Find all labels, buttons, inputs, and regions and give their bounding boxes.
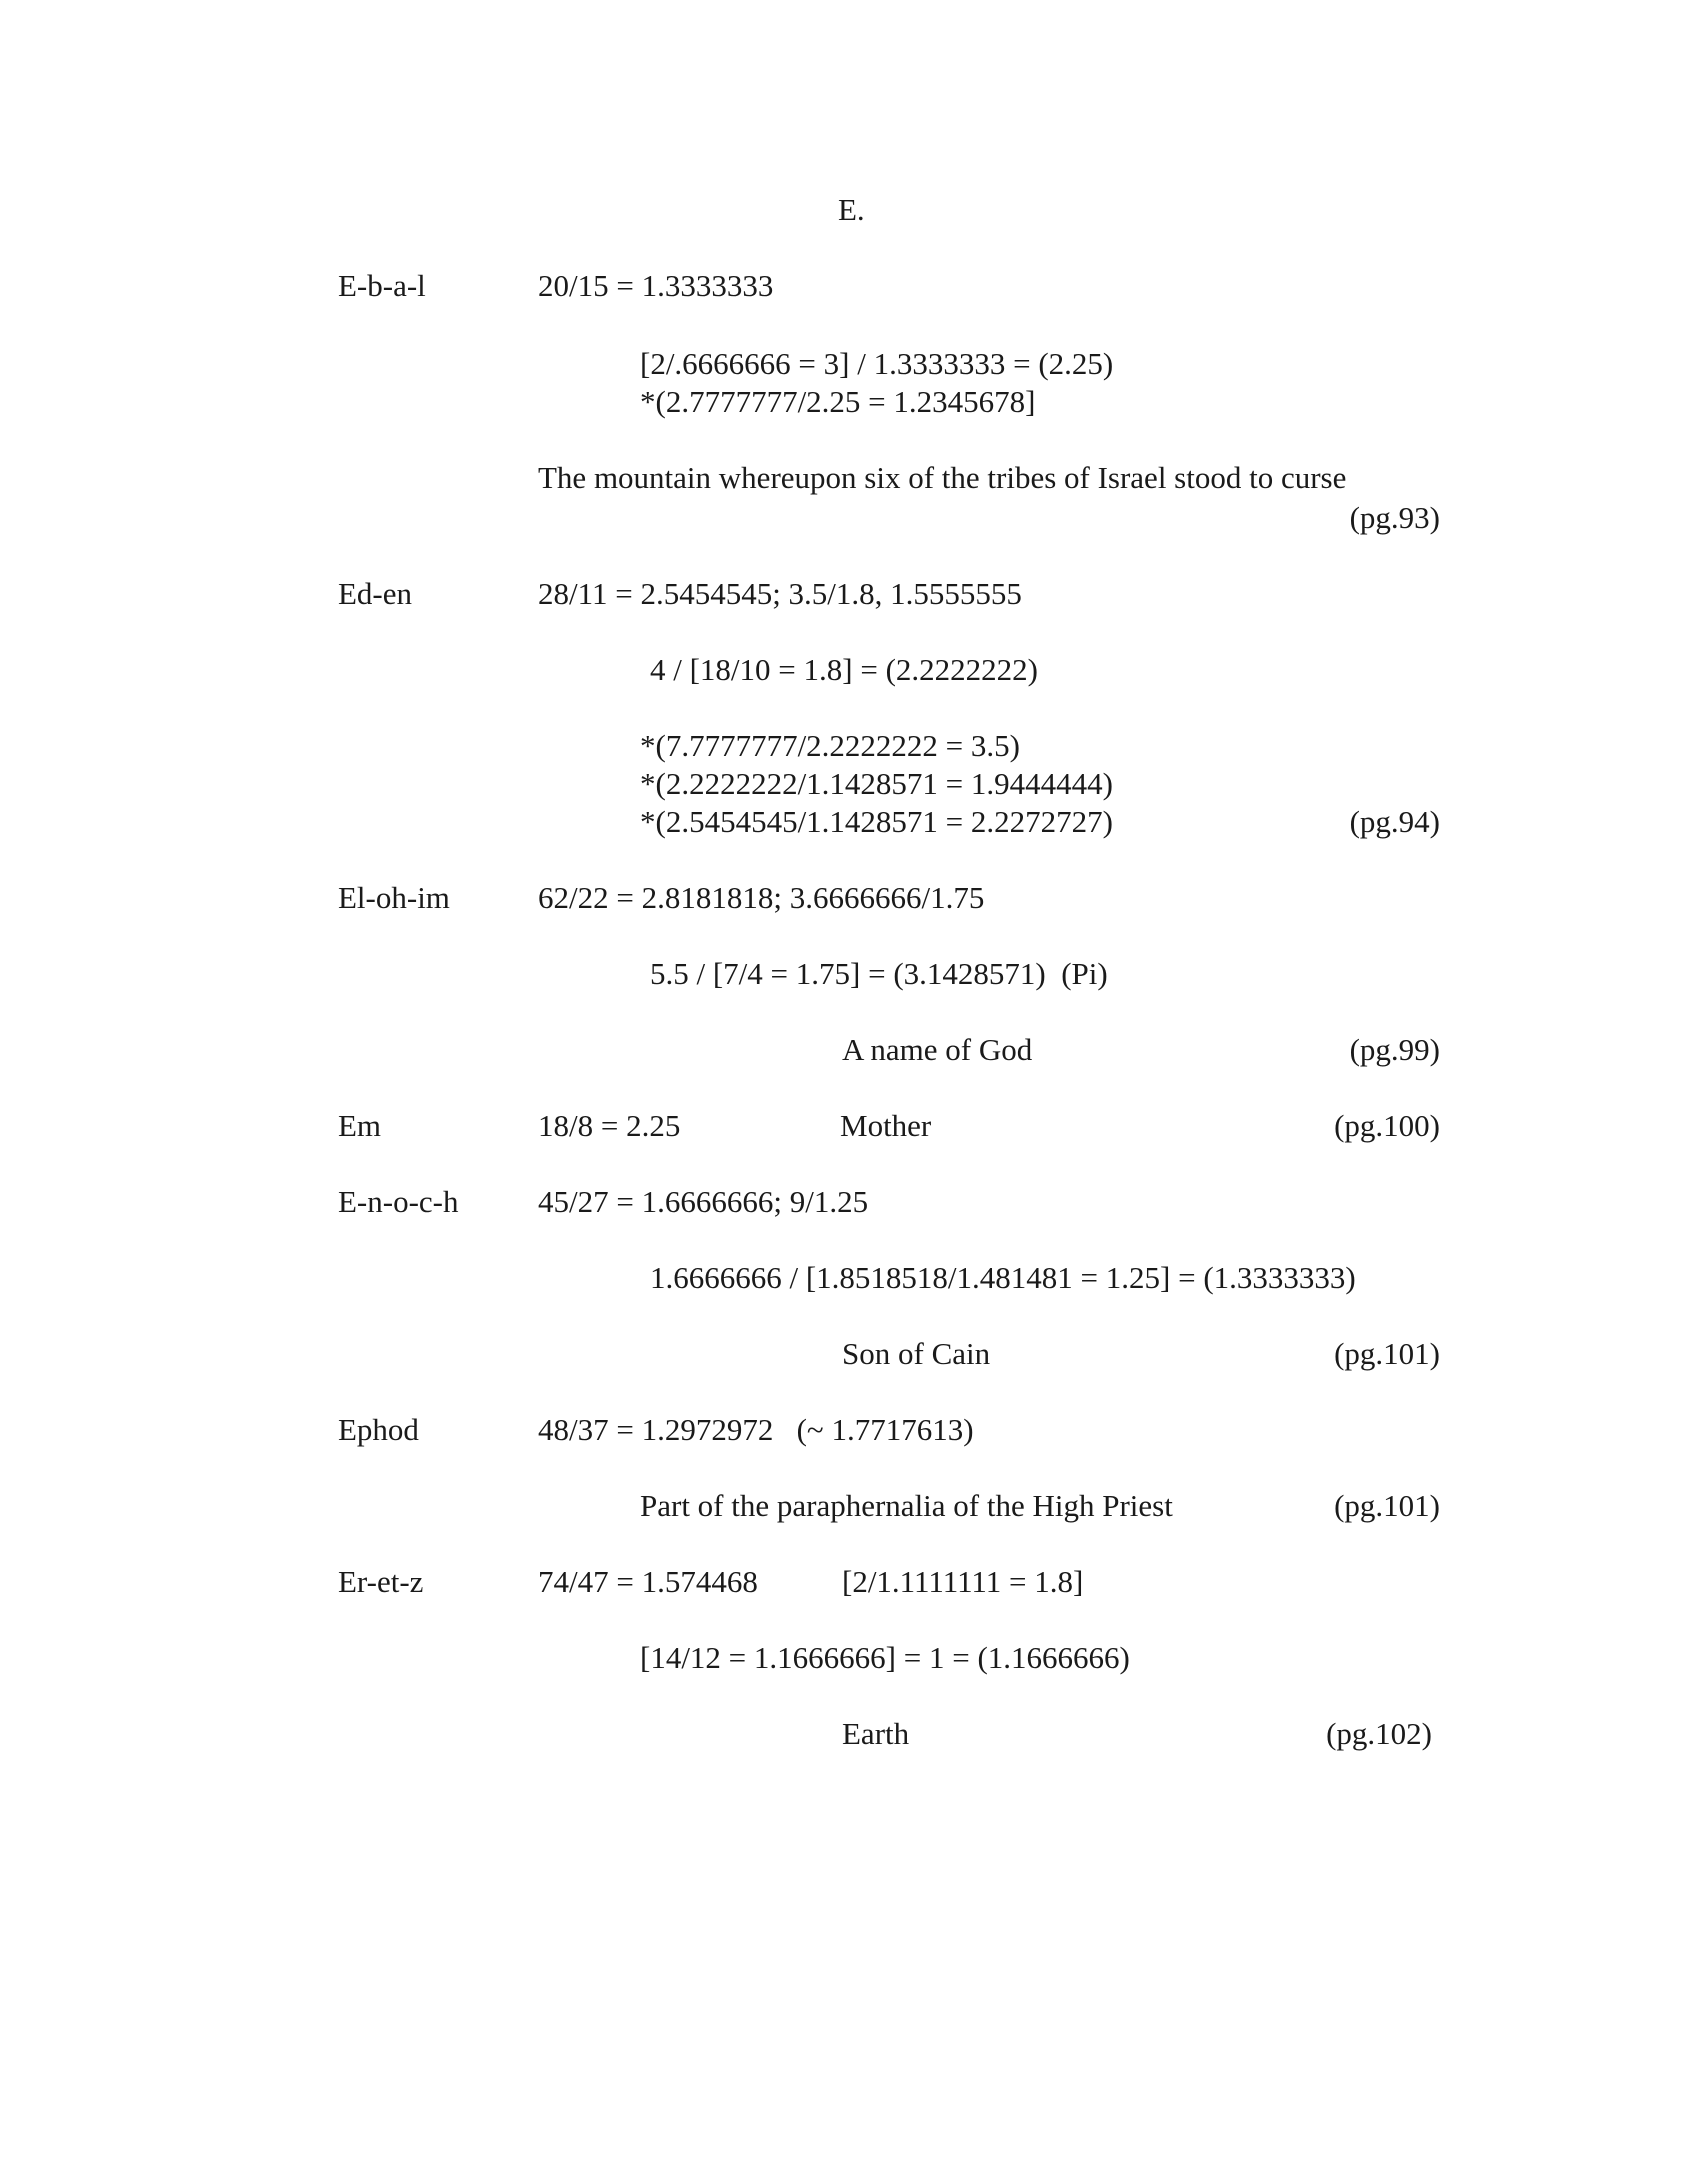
page-ref: (pg.100): [1334, 1108, 1440, 1143]
entry-term: El-oh-im: [338, 880, 450, 915]
entry-term: Er-et-z: [338, 1564, 424, 1599]
calc-line: 5.5 / [7/4 = 1.75] = (3.1428571) (Pi): [650, 956, 1108, 991]
entry-term: Em: [338, 1108, 382, 1143]
calc-line: *(2.5454545/1.1428571 = 2.2272727): [640, 804, 1113, 839]
entry-meaning: Earth: [842, 1716, 910, 1751]
calc-line: *(2.2222222/1.1428571 = 1.9444444): [640, 766, 1113, 801]
entry-term: E-b-a-l: [338, 268, 426, 303]
calc-line: *(2.7777777/2.25 = 1.2345678]: [640, 384, 1036, 419]
page-heading: E.: [838, 192, 865, 227]
entry-meaning: Part of the paraphernalia of the High Priest: [640, 1488, 1173, 1523]
entry-meaning: A name of God: [842, 1032, 1033, 1067]
entry-meaning: The mountain whereupon six of the tribes of Israel stood to curse: [538, 460, 1347, 495]
entry-term: Ed-en: [338, 576, 413, 611]
entry-meaning: Son of Cain: [842, 1336, 991, 1371]
entry-ratio: 20/15 = 1.3333333: [538, 268, 774, 303]
entry-ratio-extra: [2/1.1111111 = 1.8]: [842, 1564, 1084, 1599]
entry-term: E-n-o-c-h: [338, 1184, 459, 1219]
entry-ratio: 74/47 = 1.574468: [538, 1564, 758, 1599]
page-ref: (pg.102): [1326, 1716, 1432, 1751]
entry-ratio: 48/37 = 1.2972972 (~ 1.7717613): [538, 1412, 974, 1447]
calc-line: 4 / [18/10 = 1.8] = (2.2222222): [650, 652, 1038, 687]
page-ref: (pg.101): [1334, 1336, 1440, 1371]
calc-line: *(7.7777777/2.2222222 = 3.5): [640, 728, 1020, 763]
entry-term: Ephod: [338, 1412, 419, 1447]
entry-meaning: Mother: [840, 1108, 932, 1143]
page-ref: (pg.101): [1334, 1488, 1440, 1523]
page-ref: (pg.99): [1349, 1032, 1440, 1067]
page-ref: (pg.93): [1349, 500, 1440, 535]
entry-ratio: 45/27 = 1.6666666; 9/1.25: [538, 1184, 869, 1219]
calc-line: [2/.6666666 = 3] / 1.3333333 = (2.25): [640, 346, 1114, 381]
calc-line: [14/12 = 1.1666666] = 1 = (1.1666666): [640, 1640, 1130, 1675]
entry-ratio: 18/8 = 2.25: [538, 1108, 681, 1143]
calc-line: 1.6666666 / [1.8518518/1.481481 = 1.25] = (1.3333333): [650, 1260, 1356, 1295]
entry-ratio: 62/22 = 2.8181818; 3.6666666/1.75: [538, 880, 985, 915]
entry-ratio: 28/11 = 2.5454545; 3.5/1.8, 1.5555555: [538, 576, 1022, 611]
page-ref: (pg.94): [1349, 804, 1440, 839]
